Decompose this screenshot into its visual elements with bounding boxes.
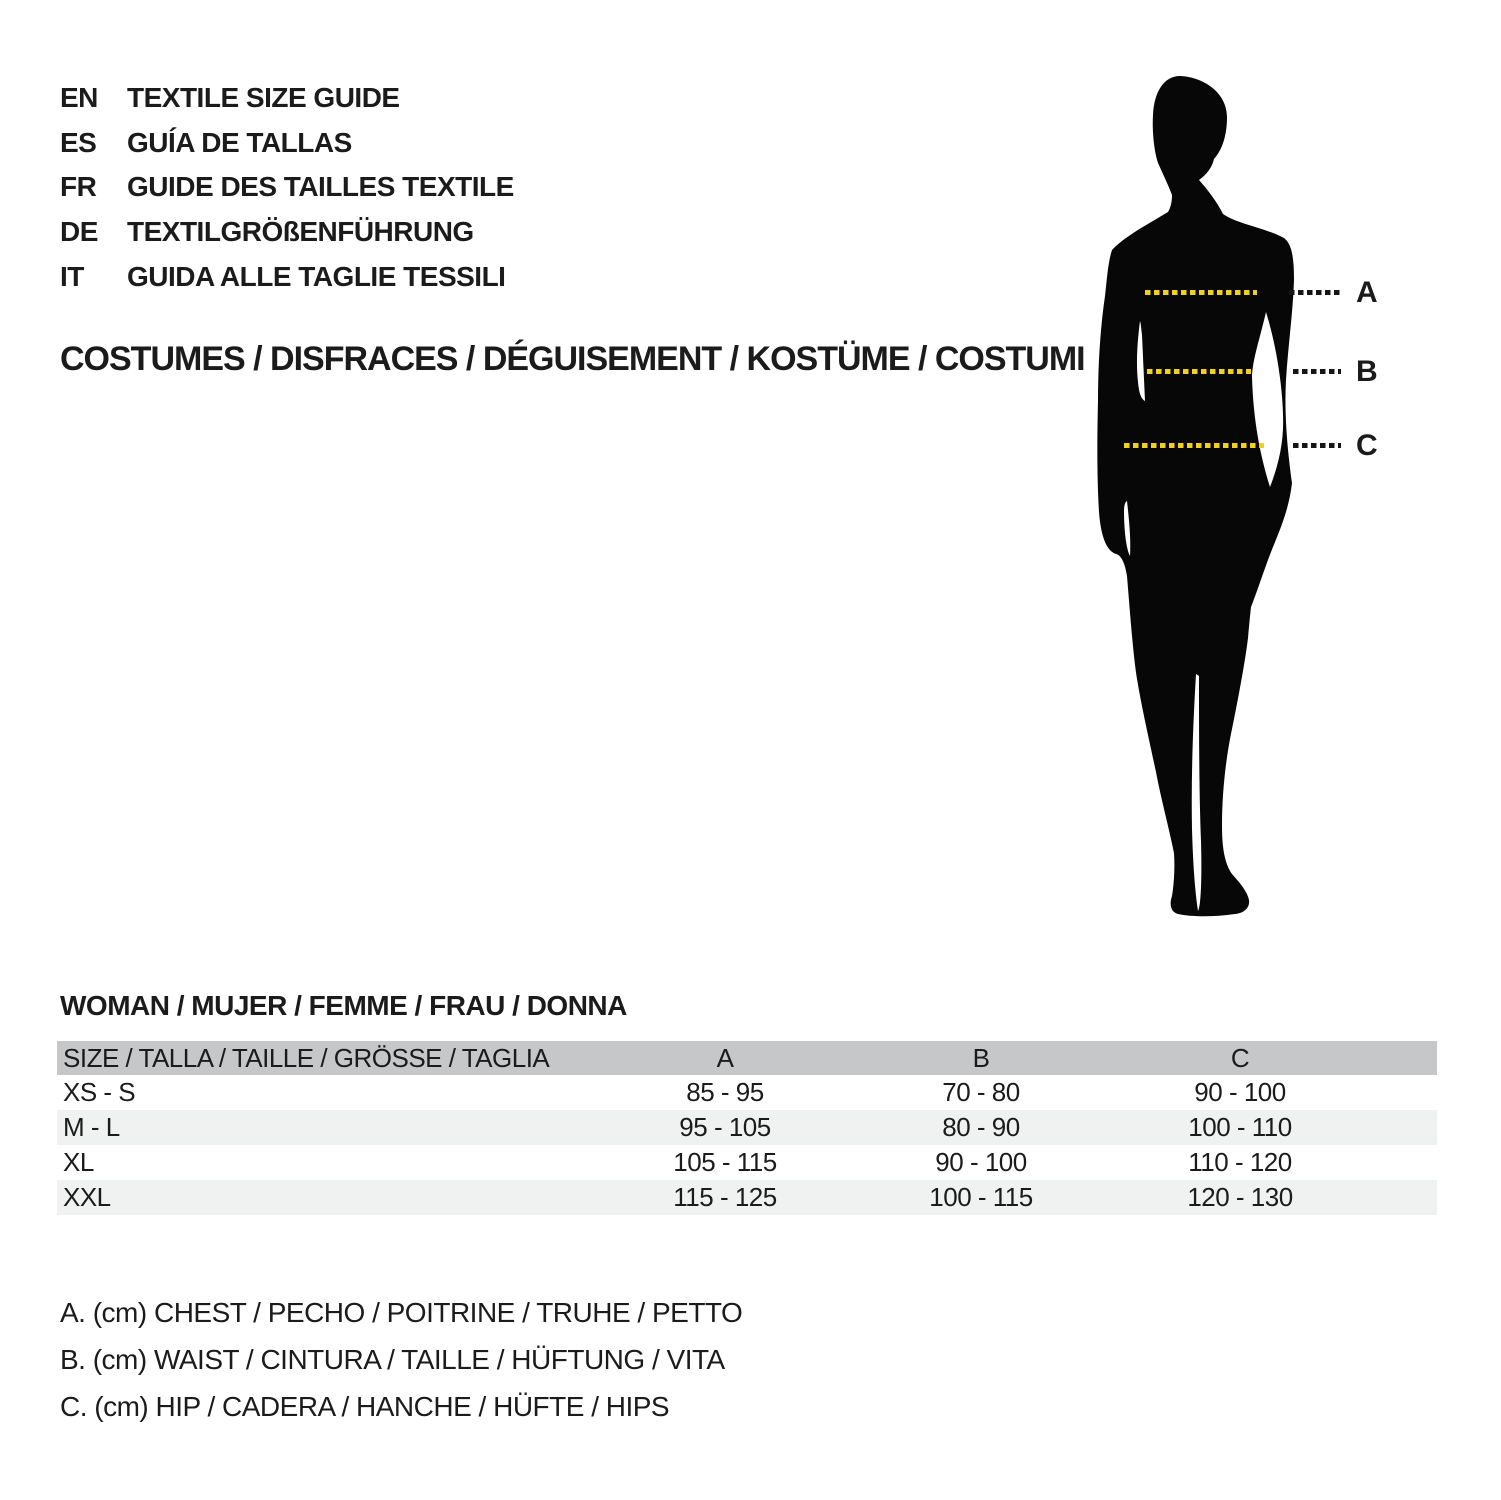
waist-cell: 90 - 100 [935, 1147, 1027, 1177]
size-table [57, 1041, 1437, 1215]
table-row [57, 1145, 1437, 1180]
waist-cell: 70 - 80 [942, 1077, 1020, 1107]
language-row [60, 210, 514, 255]
header-c: C [1230, 1042, 1250, 1073]
guide-title: GUÍA DE TALLAS [127, 126, 352, 158]
size-cell: XS - S [63, 1077, 136, 1107]
chest-cell: 105 - 115 [673, 1147, 777, 1177]
guide-title: TEXTILGRÖßENFÜHRUNG [127, 216, 474, 248]
woman-silhouette [1080, 60, 1340, 940]
waist-cell: 80 - 90 [942, 1112, 1020, 1142]
header-size: SIZE / TALLA / TAILLE / GRÖSSE / TAGLIA [63, 1042, 550, 1073]
waist-cell: 100 - 115 [929, 1182, 1033, 1212]
hip-cell: 120 - 130 [1187, 1182, 1293, 1212]
legend-hip: C. (cm) HIP / CADERA / HANCHE / HÜFTE / HIPS [60, 1390, 670, 1422]
size-cell: XL [63, 1147, 94, 1177]
table-row [57, 1075, 1437, 1110]
header-a: A [716, 1042, 734, 1073]
language-code: FR [60, 171, 97, 203]
guide-title: TEXTILE SIZE GUIDE [127, 82, 400, 114]
language-code: IT [60, 260, 84, 292]
waist-measure-line [1147, 369, 1251, 374]
waist-leader-line [1293, 369, 1341, 374]
header-b: B [972, 1042, 990, 1073]
size-cell: XXL [63, 1182, 111, 1212]
measure-label-b: B [1356, 355, 1378, 388]
guide-title: GUIDE DES TAILLES TEXTILE [127, 171, 514, 203]
chest-cell: 115 - 125 [673, 1182, 777, 1212]
category-title: COSTUMES / DISFRACES / DÉGUISEMENT / KOSTÜME / COSTUMI [60, 340, 1085, 378]
measure-label-c: C [1356, 429, 1378, 462]
measure-label-a: A [1356, 276, 1378, 309]
table-row [57, 1180, 1437, 1215]
hip-cell: 90 - 100 [1194, 1077, 1286, 1107]
hip-cell: 100 - 110 [1188, 1112, 1292, 1142]
language-code: DE [60, 216, 98, 248]
language-row [60, 165, 514, 210]
chest-cell: 95 - 105 [679, 1112, 771, 1142]
table-row [57, 1110, 1437, 1145]
language-row [60, 254, 514, 299]
guide-title: GUIDA ALLE TAGLIE TESSILI [127, 260, 506, 292]
hip-measure-line [1124, 443, 1264, 448]
language-row [60, 121, 514, 166]
table-header-row [57, 1041, 1437, 1075]
chest-cell: 85 - 95 [686, 1077, 764, 1107]
hip-cell: 110 - 120 [1188, 1147, 1292, 1177]
legend-waist: B. (cm) WAIST / CINTURA / TAILLE / HÜFTUNG / VITA [60, 1344, 725, 1376]
language-code: EN [60, 82, 98, 114]
chest-leader-line [1289, 290, 1341, 295]
section-title-woman: WOMAN / MUJER / FEMME / FRAU / DONNA [60, 990, 627, 1021]
hip-leader-line [1293, 443, 1341, 448]
legend-chest: A. (cm) CHEST / PECHO / POITRINE / TRUHE / PETTO [60, 1297, 743, 1329]
language-title-list [60, 76, 514, 299]
chest-measure-line [1145, 290, 1257, 295]
size-cell: M - L [63, 1112, 120, 1142]
language-row [60, 76, 514, 121]
language-code: ES [60, 126, 97, 158]
measurement-legend [60, 1290, 742, 1430]
